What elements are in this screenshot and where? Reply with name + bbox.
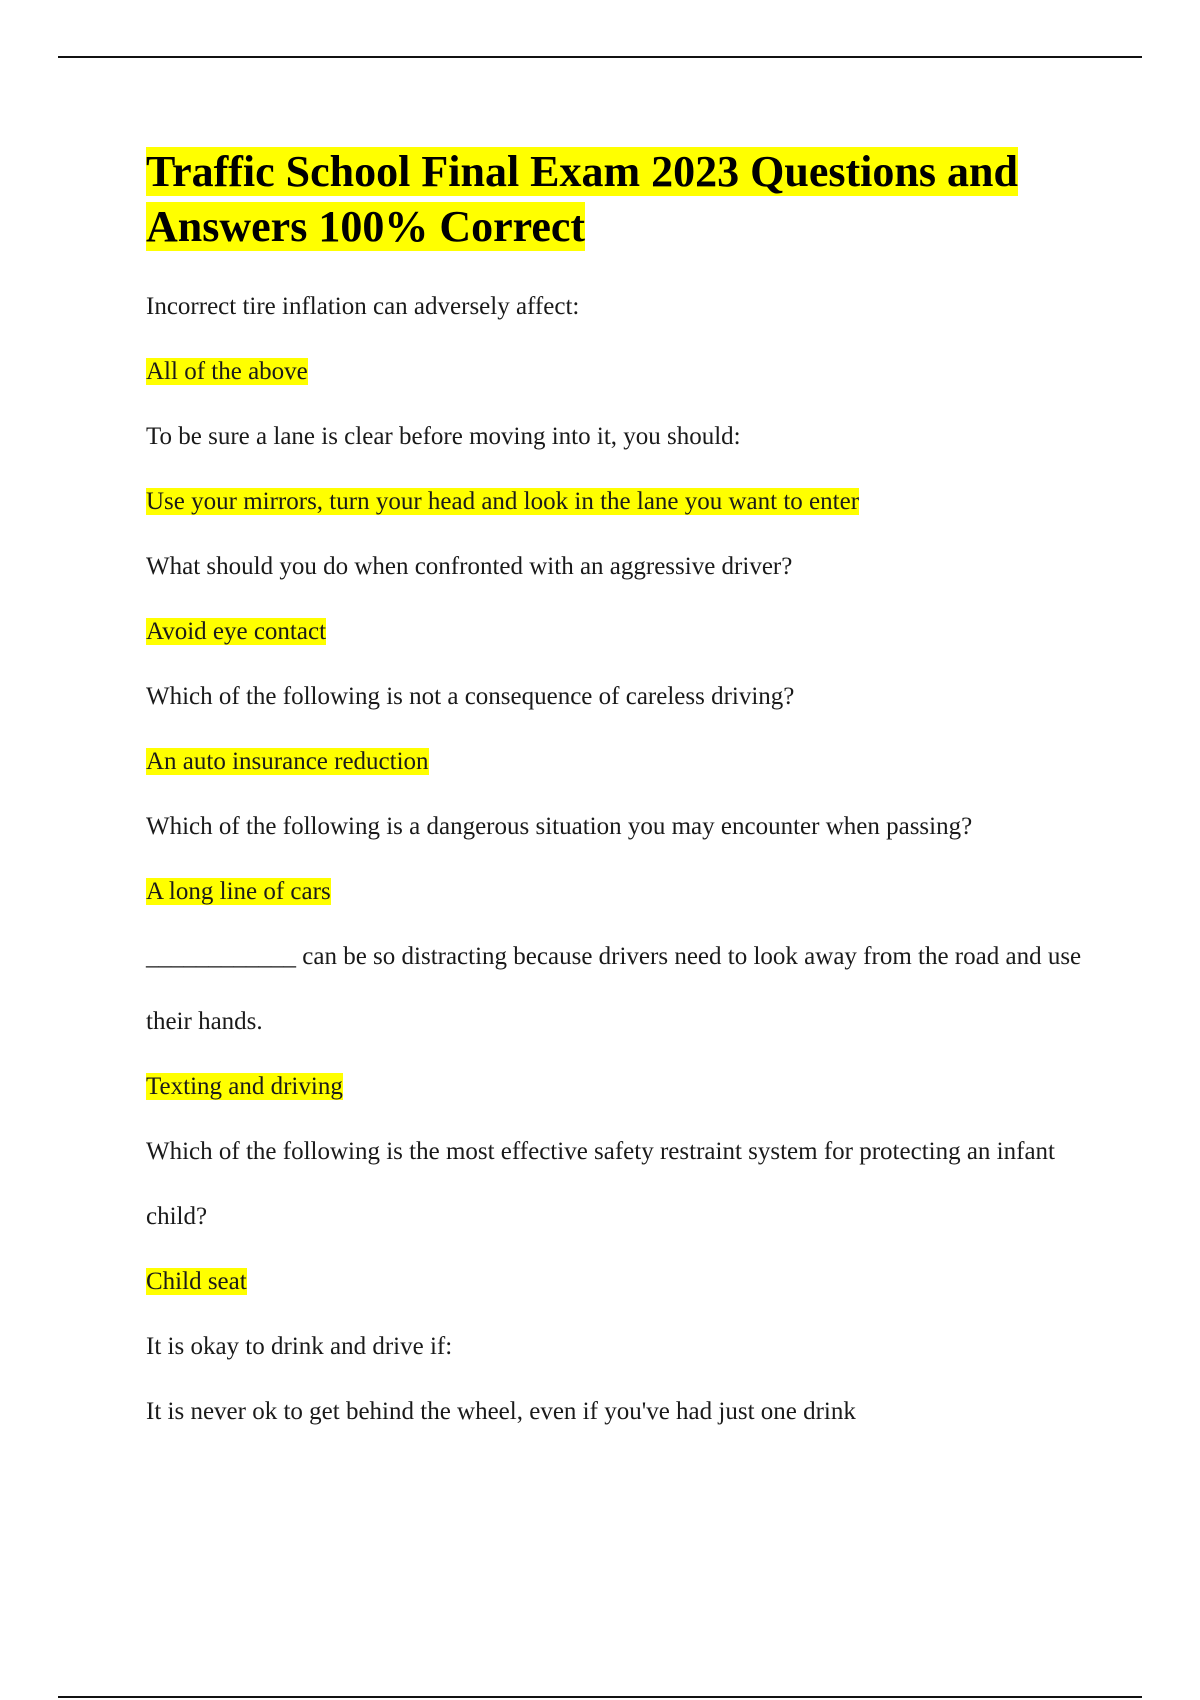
document-title-text: Traffic School Final Exam 2023 Questions and Answers 100% Correct bbox=[146, 147, 1018, 251]
top-rule bbox=[58, 56, 1142, 58]
answer-6 bbox=[146, 1054, 1106, 1119]
answer-4-text: An auto insurance reduction bbox=[146, 748, 429, 775]
question-6: ____________ can be so distracting because drivers need to look away from the road and use their hands. bbox=[146, 943, 1082, 1035]
question-4: Which of the following is not a consequence of careless driving? bbox=[146, 683, 795, 710]
answer-8: It is never ok to get behind the wheel, even if you've had just one drink bbox=[146, 1398, 856, 1425]
question-7: Which of the following is the most effective safety restraint system for protecting an infant child? bbox=[146, 1138, 1055, 1230]
answer-5-text: A long line of cars bbox=[146, 878, 331, 905]
question-5: Which of the following is a dangerous situation you may encounter when passing? bbox=[146, 813, 973, 840]
answer-5 bbox=[146, 859, 1106, 924]
answer-6-text: Texting and driving bbox=[146, 1073, 343, 1100]
answer-4 bbox=[146, 729, 1106, 794]
answer-7-text: Child seat bbox=[146, 1268, 247, 1295]
question-3: What should you do when confronted with an aggressive driver? bbox=[146, 553, 793, 580]
answer-1-text: All of the above bbox=[146, 358, 308, 385]
answer-3 bbox=[146, 599, 1106, 664]
answer-2-text: Use your mirrors, turn your head and look in the lane you want to enter bbox=[146, 488, 860, 515]
question-2: To be sure a lane is clear before moving into it, you should: bbox=[146, 423, 741, 450]
bottom-rule bbox=[58, 1696, 1142, 1698]
question-1: Incorrect tire inflation can adversely affect: bbox=[146, 293, 580, 320]
answer-3-text: Avoid eye contact bbox=[146, 618, 327, 645]
answer-1 bbox=[146, 339, 1106, 404]
document-body bbox=[146, 144, 1106, 1444]
document-title bbox=[146, 144, 1106, 254]
answer-7 bbox=[146, 1249, 1106, 1314]
question-8: It is okay to drink and drive if: bbox=[146, 1333, 453, 1360]
answer-2 bbox=[146, 469, 1106, 534]
